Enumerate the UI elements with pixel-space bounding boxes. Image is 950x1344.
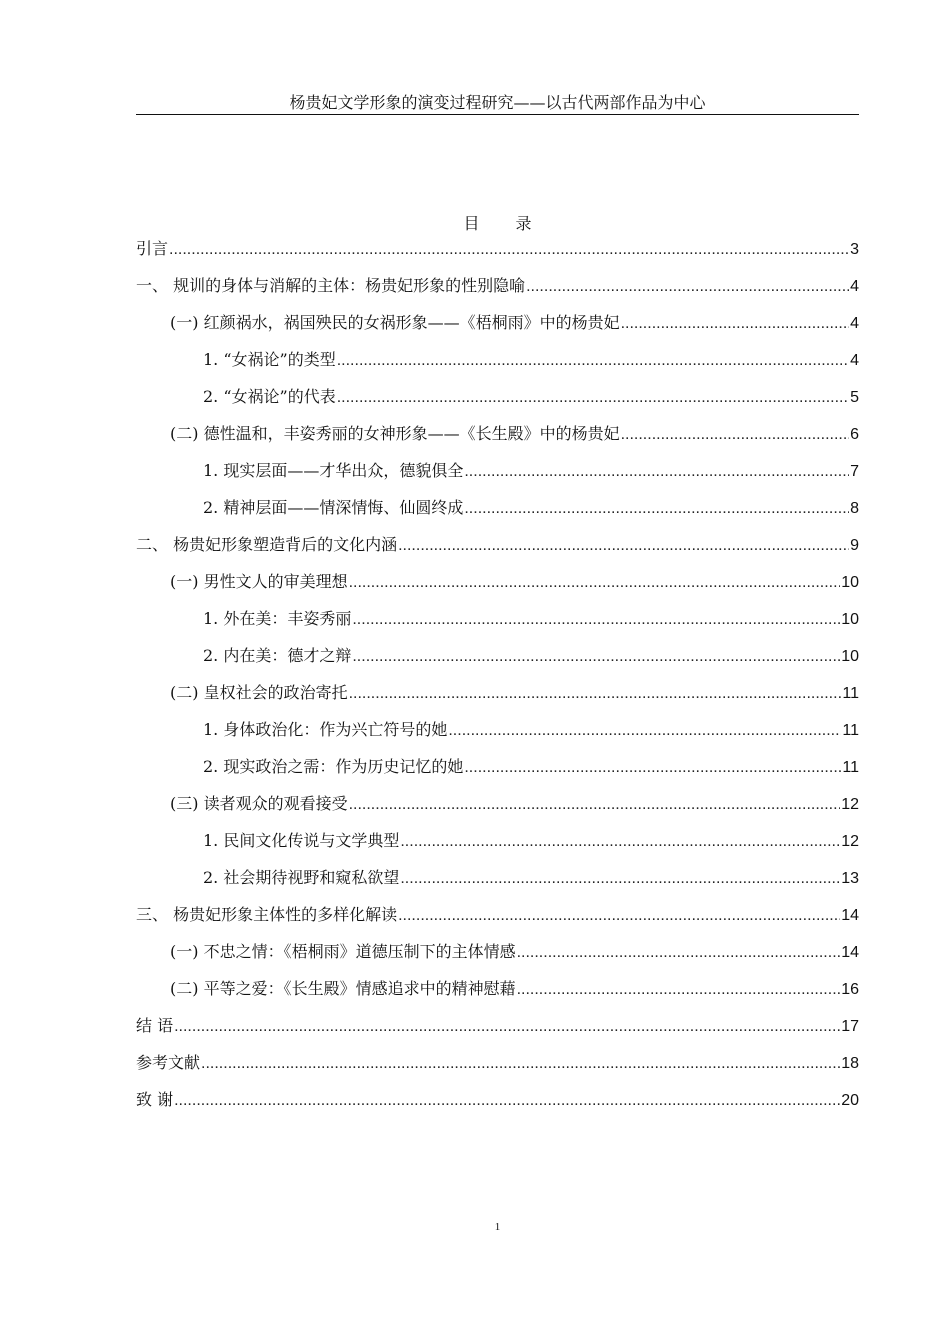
dot-leader (349, 794, 841, 816)
dot-leader (349, 572, 841, 594)
dot-leader (400, 831, 840, 853)
toc-entry-section-2-2[interactable] (170, 682, 859, 705)
toc-entry-chapter-1[interactable] (136, 275, 859, 298)
toc-entry-section-1-2[interactable] (170, 423, 859, 446)
toc-entry-page: 4 (850, 315, 859, 332)
toc-entry-label: (一) 男性文人的审美理想 (170, 572, 348, 591)
toc-entry-page: 4 (850, 352, 859, 369)
toc-entry-page: 10 (841, 574, 859, 591)
dot-leader (448, 720, 841, 742)
toc-entry-page: 11 (842, 685, 859, 702)
toc-entry-page: 8 (850, 500, 859, 517)
dot-leader (464, 498, 849, 520)
toc-entry-page: 6 (850, 426, 859, 443)
toc-entry-subsection-1-2-1[interactable] (203, 460, 859, 483)
dot-leader (337, 350, 849, 372)
toc-entry-page: 11 (842, 722, 859, 739)
toc-entry-label: 致 谢 (136, 1090, 174, 1109)
toc-entry-label: 2. 内在美：德才之辩 (203, 646, 352, 665)
toc-entry-subsection-2-3-2[interactable] (203, 867, 859, 890)
toc-entry-label: 一、 规训的身体与消解的主体：杨贵妃形象的性别隐喻 (136, 276, 526, 295)
toc-entry-section-1-1[interactable] (170, 312, 859, 335)
toc-entry-label: 2. 现实政治之需：作为历史记忆的她 (203, 757, 464, 776)
toc-entry-page: 17 (841, 1018, 859, 1035)
toc-entry-label: 1. 民间文化传说与文学典型 (203, 831, 400, 850)
dot-leader (398, 535, 849, 557)
toc-entry-subsection-2-2-2[interactable] (203, 756, 859, 779)
toc-entry-subsection-2-1-1[interactable] (203, 608, 859, 631)
toc-entry-label: 1. 现实层面——才华出众，德貌俱全 (203, 461, 464, 480)
toc-entry-section-2-3[interactable] (170, 793, 859, 816)
toc-entry-intro[interactable] (136, 238, 859, 261)
toc-entry-page: 18 (841, 1055, 859, 1072)
toc-entry-references[interactable] (136, 1052, 859, 1075)
dot-leader (464, 461, 849, 483)
dot-leader (517, 942, 841, 964)
dot-leader (337, 387, 849, 409)
toc-entry-section-2-1[interactable] (170, 571, 859, 594)
dot-leader (517, 979, 841, 1001)
toc-title (136, 213, 859, 235)
toc-entry-acknowledgements[interactable] (136, 1089, 859, 1112)
dot-leader (352, 609, 840, 631)
toc-entry-chapter-3[interactable] (136, 904, 859, 927)
toc-entry-label: 2. 社会期待视野和窥私欲望 (203, 868, 400, 887)
toc-entry-subsection-1-1-1[interactable] (203, 349, 859, 372)
toc-entry-subsection-1-2-2[interactable] (203, 497, 859, 520)
toc-entry-label: 2. 精神层面——情深情悔、仙圆终成 (203, 498, 464, 517)
toc-entry-label: 参考文献 (136, 1053, 201, 1072)
dot-leader (349, 683, 842, 705)
toc-title-left: 目 (463, 214, 480, 233)
toc-entry-label: (二) 德性温和，丰姿秀丽的女神形象——《长生殿》中的杨贵妃 (170, 424, 620, 443)
toc-entry-page: 3 (850, 241, 859, 258)
toc-entry-page: 12 (841, 833, 859, 850)
dot-leader (169, 239, 849, 261)
toc-entry-chapter-2[interactable] (136, 534, 859, 557)
toc-entry-subsection-2-1-2[interactable] (203, 645, 859, 668)
toc-entry-subsection-2-3-1[interactable] (203, 830, 859, 853)
toc-entry-label: (一) 红颜祸水，祸国殃民的女祸形象——《梧桐雨》中的杨贵妃 (170, 313, 620, 332)
toc-entry-page: 14 (841, 944, 859, 961)
toc-entry-page: 12 (841, 796, 859, 813)
toc-entry-label: 1. 身体政治化：作为兴亡符号的她 (203, 720, 448, 739)
header-rule (136, 114, 859, 115)
toc-entry-page: 5 (850, 389, 859, 406)
toc-title-right: 录 (515, 214, 532, 233)
dot-leader (526, 276, 849, 298)
toc-entry-label: 三、 杨贵妃形象主体性的多样化解读 (136, 905, 398, 924)
page-number: 1 (494, 1221, 501, 1233)
toc-entry-label: (二) 皇权社会的政治寄托 (170, 683, 348, 702)
toc-entry-page: 11 (842, 759, 859, 776)
dot-leader (201, 1053, 840, 1075)
toc-entry-page: 16 (841, 981, 859, 998)
toc-entry-subsection-1-1-2[interactable] (203, 386, 859, 409)
toc-entry-page: 13 (841, 870, 859, 887)
toc-entry-label: 1. “女祸论”的类型 (203, 350, 336, 369)
toc-entry-page: 7 (850, 463, 859, 480)
dot-leader (352, 646, 840, 668)
running-header: 杨贵妃文学形象的演变过程研究——以古代两部作品为中心 (289, 93, 706, 112)
toc-entry-page: 9 (850, 537, 859, 554)
toc-entry-page: 10 (841, 648, 859, 665)
toc-entry-label: 二、 杨贵妃形象塑造背后的文化内涵 (136, 535, 398, 554)
dot-leader (398, 905, 840, 927)
toc-entry-subsection-2-2-1[interactable] (203, 719, 859, 742)
dot-leader (621, 424, 850, 446)
toc-entry-label: 1. 外在美：丰姿秀丽 (203, 609, 352, 628)
toc-entry-page: 4 (850, 278, 859, 295)
toc-entry-conclusion[interactable] (136, 1015, 859, 1038)
toc-entry-page: 10 (841, 611, 859, 628)
dot-leader (400, 868, 840, 890)
toc-entry-label: 引言 (136, 239, 169, 258)
toc-entry-label: (三) 读者观众的观看接受 (170, 794, 348, 813)
toc-entry-label: 2. “女祸论”的代表 (203, 387, 336, 406)
dot-leader (174, 1016, 840, 1038)
toc-entry-page: 14 (841, 907, 859, 924)
toc-entry-section-3-2[interactable] (170, 978, 859, 1001)
dot-leader (464, 757, 841, 779)
toc-entry-page: 20 (841, 1092, 859, 1109)
toc-entry-section-3-1[interactable] (170, 941, 859, 964)
toc-entry-label: (二) 平等之爱：《长生殿》情感追求中的精神慰藉 (170, 979, 516, 998)
toc-entry-label: (一) 不忠之情：《梧桐雨》道德压制下的主体情感 (170, 942, 516, 961)
dot-leader (174, 1090, 840, 1112)
dot-leader (621, 313, 850, 335)
toc-entry-label: 结 语 (136, 1016, 174, 1035)
